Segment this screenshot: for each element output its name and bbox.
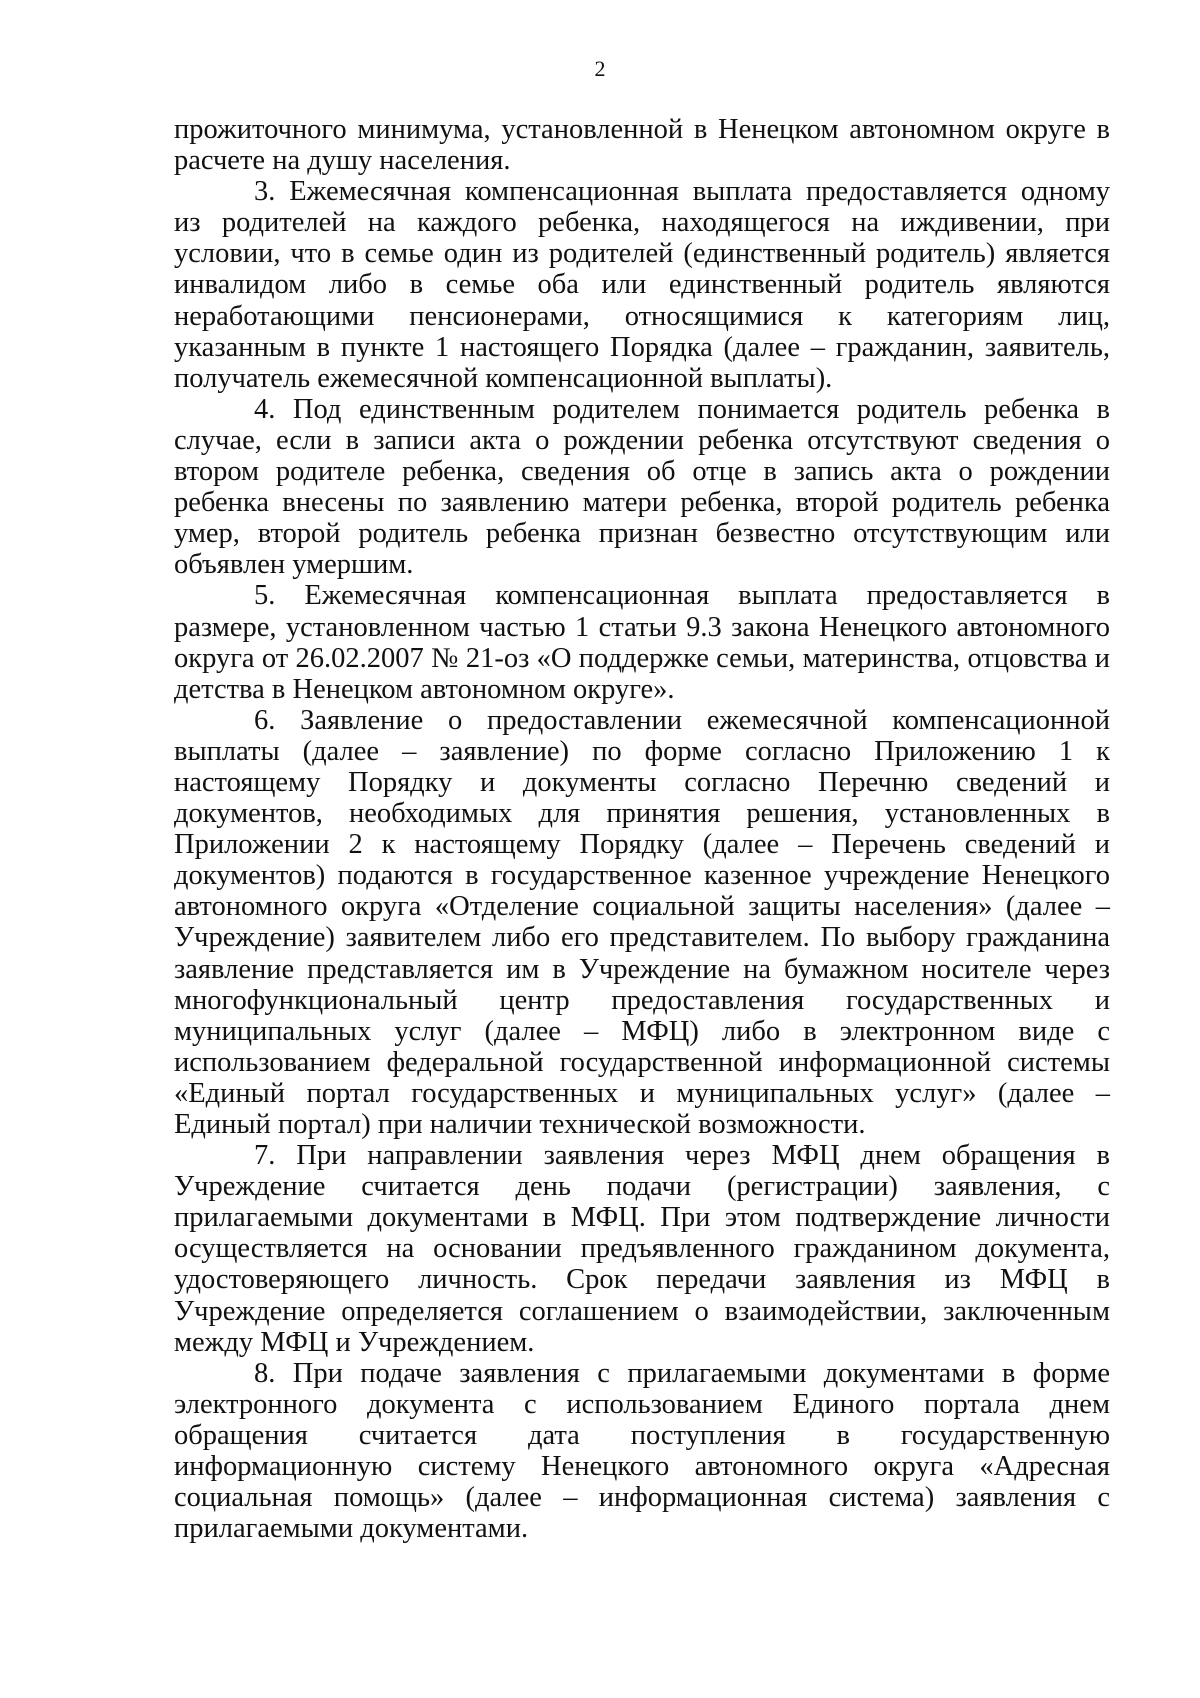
paragraph-continuation: прожиточного минимума, установленной в Ненецком автономном округе в расчете на душу населения. — [174, 114, 1110, 177]
page-number: 2 — [594, 56, 606, 81]
paragraph-item-8: 8. При подаче заявления с прилагаемыми документами в форме электронного документа с использованием Единого портала днем обращения считается дата поступления в государственную информационную систему Ненецкого автономного округа «Адресная социальная помощь» (далее – информационная система) заявления с прилагаемыми документами. — [174, 1357, 1110, 1545]
paragraph-item-5: 5. Ежемесячная компенсационная выплата предоставляется в размере, установленном частью 1 статьи 9.3 закона Ненецкого автономного округа от 26.02.2007 № 21-оз «О поддержке семьи, материнства, отцовства и детства в Ненецком автономном округе». — [174, 580, 1110, 705]
paragraph-item-7: 7. При направлении заявления через МФЦ днем обращения в Учреждение считается день подачи (регистрации) заявления, с прилагаемыми документами в МФЦ. При этом подтверждение личности осуществляется на основании предъявленного гражданином документа, удостоверяющего личность. Срок передачи заявления из МФЦ в Учреждение определяется соглашением о взаимодействии, заключенным между МФЦ и Учреждением. — [174, 1140, 1110, 1358]
paragraph-item-3: 3. Ежемесячная компенсационная выплата предоставляется одному из родителей на каждого ребенка, находящегося на иждивении, при условии, что в семье один из родителей (единственный родитель) является инвалидом либо в семье оба или единственный родитель являются неработающими пенсионерами, относящимися к категориям лиц, указанным в пункте 1 настоящего Порядка (далее – гражданин, заявитель, получатель ежемесячной компенсационной выплаты). — [174, 176, 1110, 394]
document-body — [174, 114, 1110, 1544]
paragraph-item-4: 4. Под единственным родителем понимается родитель ребенка в случае, если в записи акта о рождении ребенка отсутствуют сведения о втором родителе ребенка, сведения об отце в запись акта о рождении ребенка внесены по заявлению матери ребенка, второй родитель ребенка умер, второй родитель ребенка признан безвестно отсутствующим или объявлен умершим. — [174, 393, 1110, 581]
paragraph-item-6: 6. Заявление о предоставлении ежемесячной компенсационной выплаты (далее – заявление) по форме согласно Приложению 1 к настоящему Порядку и документы согласно Перечню сведений и документов, необходимых для принятия решения, установленных в Приложении 2 к настоящему Порядку (далее – Перечень сведений и документов) подаются в государственное казенное учреждение Ненецкого автономного округа «Отделение социальной защиты населения» (далее – Учреждение) заявителем либо его представителем. По выбору гражданина заявление представляется им в Учреждение на бумажном носителе через многофункциональный центр предоставления государственных и муниципальных услуг (далее – МФЦ) либо в электронном виде с использованием федеральной государственной информационной системы «Единый портал государственных и муниципальных услуг» (далее – Единый портал) при наличии технической возможности. — [174, 704, 1110, 1140]
